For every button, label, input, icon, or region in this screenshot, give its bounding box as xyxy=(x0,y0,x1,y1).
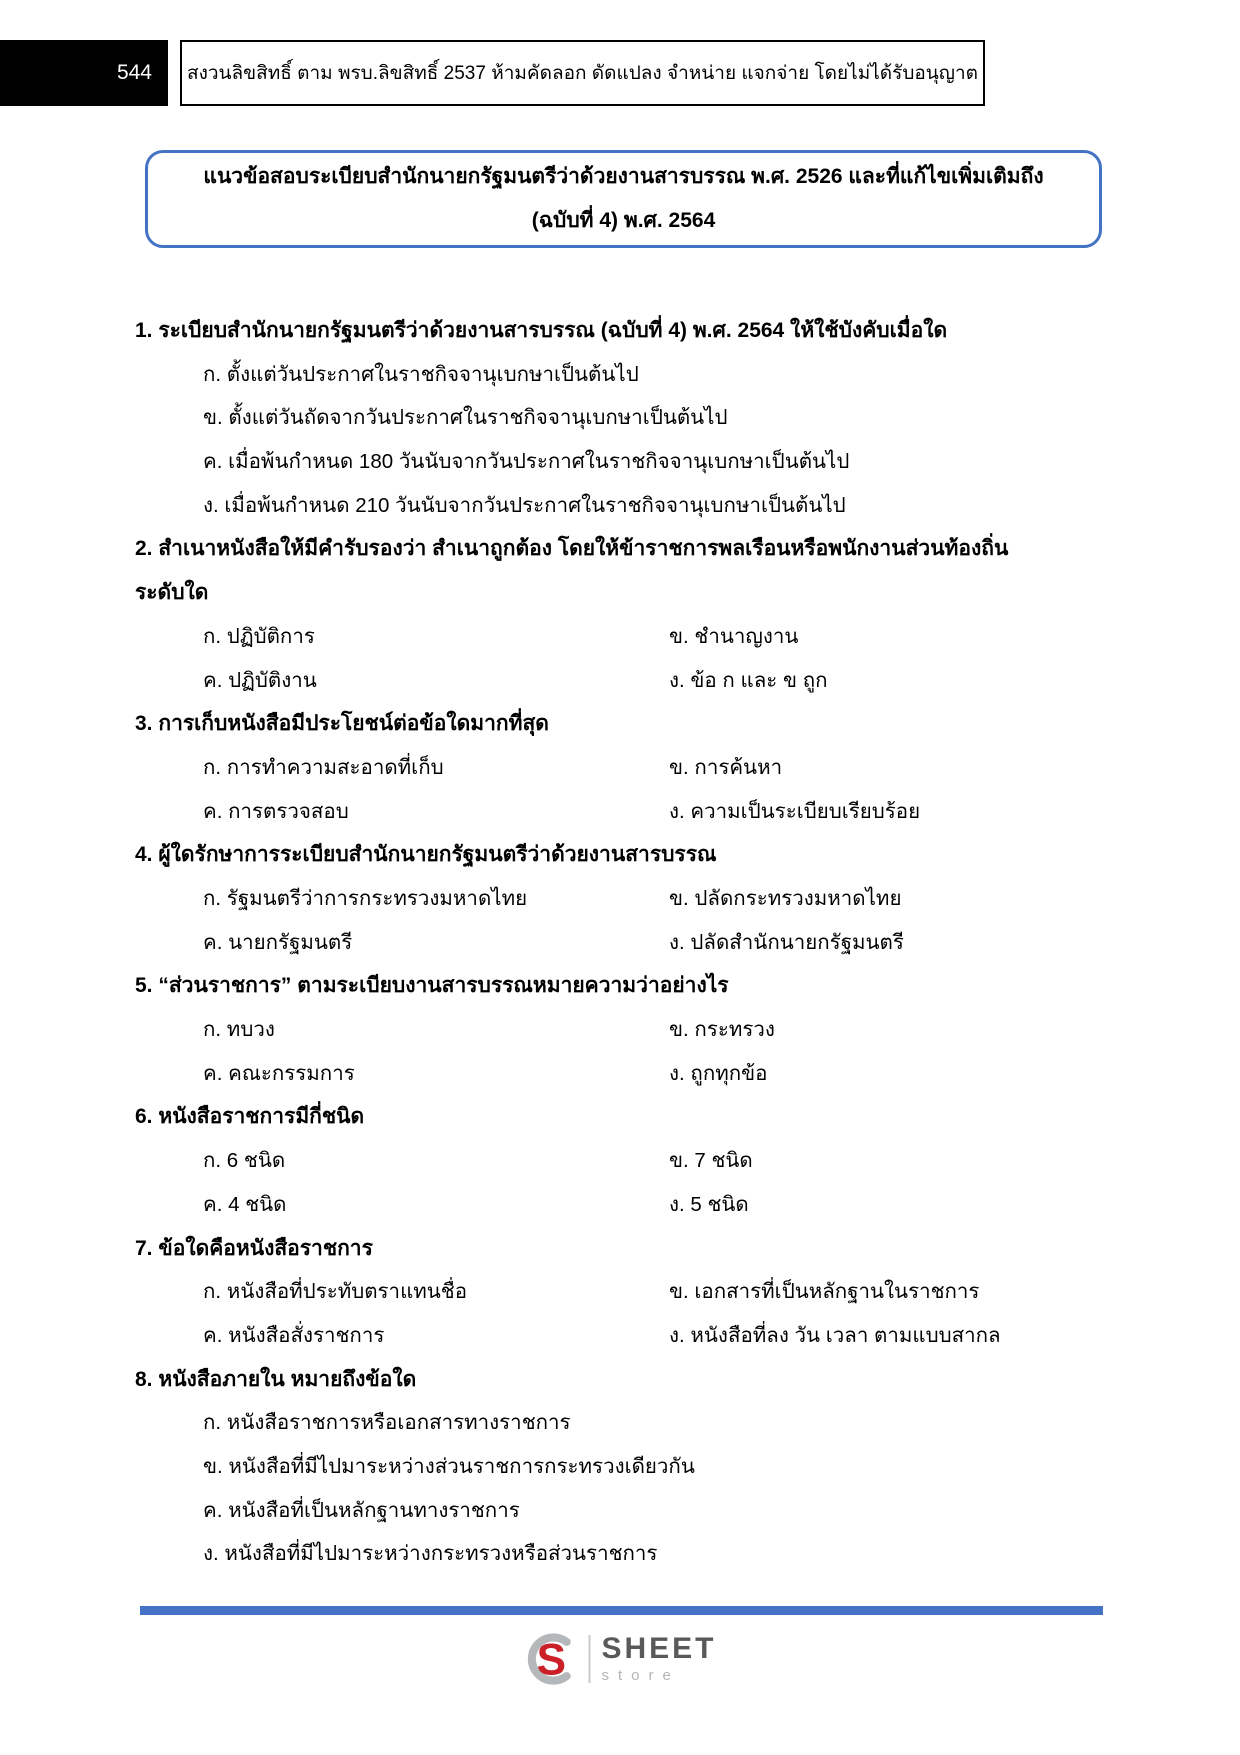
question-4-options xyxy=(135,877,1115,964)
question-5 xyxy=(135,964,1115,1095)
exam-title-line2: (ฉบับที่ 4) พ.ศ. 2564 xyxy=(531,209,716,232)
question-1 xyxy=(135,309,1115,527)
question-5-options xyxy=(135,1008,1115,1095)
option-8-kh: ค. หนังสือที่เป็นหลักฐานทางราชการ xyxy=(203,1498,520,1522)
option-4-kh: ค. นายกรัฐมนตรี xyxy=(203,930,353,954)
exam-title-box xyxy=(145,150,1102,248)
question-1-options xyxy=(135,353,1115,528)
option-3-kho: ข. การค้นหา xyxy=(669,755,783,779)
question-7 xyxy=(135,1227,1115,1358)
option-5-kho: ข. กระทรวง xyxy=(669,1018,775,1042)
logo-sub-text: store xyxy=(601,1666,680,1684)
question-4 xyxy=(135,833,1115,964)
option-4-ko: ก. รัฐมนตรีว่าการกระทรวงมหาดไทย xyxy=(203,887,528,911)
option-6-kho: ข. 7 ชนิด xyxy=(669,1149,753,1173)
option-4-ngo: ง. ปลัดสำนักนายกรัฐมนตรี xyxy=(669,930,904,954)
option-6-kh: ค. 4 ชนิด xyxy=(203,1192,287,1216)
question-3 xyxy=(135,702,1115,833)
sheet-store-logo-icon xyxy=(523,1632,577,1686)
option-8-ngo: ง. หนังสือที่มีไปมาระหว่างกระทรวงหรือส่วนราชการ xyxy=(203,1542,658,1566)
question-1-heading: 1. ระเบียบสำนักนายกรัฐมนตรีว่าด้วยงานสารบรรณ (ฉบับที่ 4) พ.ศ. 2564 ให้ใช้บังคับเมื่อใด xyxy=(135,319,948,342)
question-5-heading: 5. “ส่วนราชการ” ตามระเบียบงานสารบรรณหมายความว่าอย่างไร xyxy=(135,974,729,998)
question-8-heading: 8. หนังสือภายใน หมายถึงข้อใด xyxy=(135,1367,417,1391)
option-4-kho: ข. ปลัดกระทรวงมหาดไทย xyxy=(669,887,902,911)
copyright-text: สงวนลิขสิทธิ์ ตาม พรบ.ลิขสิทธิ์ 2537 ห้ามคัดลอก ดัดแปลง จำหน่าย แจกจ่าย โดยไม่ได้รับอนุญาต xyxy=(186,63,978,84)
option-1-kho: ข. ตั้งแต่วันถัดจากวันประกาศในราชกิจจานุเบกษาเป็นต้นไป xyxy=(203,406,728,430)
svg-text:S: S xyxy=(536,1635,567,1685)
question-6-heading: 6. หนังสือราชการมีกี่ชนิด xyxy=(135,1105,365,1129)
option-3-kh: ค. การตรวจสอบ xyxy=(203,799,349,823)
option-2-ngo: ง. ข้อ ก และ ข ถูก xyxy=(669,668,828,692)
sheet-store-logo xyxy=(523,1632,716,1686)
option-6-ko: ก. 6 ชนิด xyxy=(203,1149,286,1173)
option-1-ngo: ง. เมื่อพ้นกำหนด 210 วันนับจากวันประกาศในราชกิจจานุเบกษาเป็นต้นไป xyxy=(203,493,846,517)
option-5-kh: ค. คณะกรรมการ xyxy=(203,1061,355,1085)
question-3-heading: 3. การเก็บหนังสือมีประโยชน์ต่อข้อใดมากที่สุด xyxy=(135,712,549,736)
footer-divider-bar xyxy=(140,1606,1103,1615)
question-7-heading: 7. ข้อใดคือหนังสือราชการ xyxy=(135,1236,373,1260)
logo-divider xyxy=(588,1635,590,1683)
option-5-ngo: ง. ถูกทุกข้อ xyxy=(669,1061,768,1085)
option-6-ngo: ง. 5 ชนิด xyxy=(669,1192,749,1216)
option-3-ngo: ง. ความเป็นระเบียบเรียบร้อย xyxy=(669,799,921,823)
logo-brand-text: SHEET xyxy=(601,1631,717,1665)
question-8-options xyxy=(135,1401,1115,1576)
option-7-ko: ก. หนังสือที่ประทับตราแทนชื่อ xyxy=(203,1280,468,1304)
option-7-kho: ข. เอกสารที่เป็นหลักฐานในราชการ xyxy=(669,1280,980,1304)
option-7-kh: ค. หนังสือสั่งราชการ xyxy=(203,1323,385,1347)
question-6-options xyxy=(135,1139,1115,1226)
question-2-heading-line2: ระดับใด xyxy=(135,581,209,605)
option-1-kh: ค. เมื่อพ้นกำหนด 180 วันนับจากวันประกาศในราชกิจจานุเบกษาเป็นต้นไป xyxy=(203,450,850,474)
page-number-box xyxy=(0,40,168,106)
page-number: 544 xyxy=(116,61,152,84)
option-8-ko: ก. หนังสือราชการหรือเอกสารทางราชการ xyxy=(203,1411,571,1435)
question-2 xyxy=(135,527,1115,702)
question-2-options xyxy=(135,615,1115,702)
option-2-ko: ก. ปฏิบัติการ xyxy=(203,624,315,648)
questions-list xyxy=(135,309,1115,1576)
option-7-ngo: ง. หนังสือที่ลง วัน เวลา ตามแบบสากล xyxy=(669,1323,1001,1347)
question-2-heading: 2. สำเนาหนังสือให้มีคำรับรองว่า สำเนาถูกต้อง โดยให้ข้าราชการพลเรือนหรือพนักงานส่วนท้องถิ่น xyxy=(135,537,1009,561)
option-2-kho: ข. ชำนาญงาน xyxy=(669,624,799,648)
question-4-heading: 4. ผู้ใดรักษาการระเบียบสำนักนายกรัฐมนตรีว่าด้วยงานสารบรรณ xyxy=(135,843,717,867)
exam-title-line1: แนวข้อสอบระเบียบสำนักนายกรัฐมนตรีว่าด้วยงานสารบรรณ พ.ศ. 2526 และที่แก้ไขเพิ่มเติมถึง xyxy=(203,165,1044,188)
question-8 xyxy=(135,1358,1115,1576)
copyright-notice-box xyxy=(180,40,985,106)
option-2-kh: ค. ปฏิบัติงาน xyxy=(203,668,317,692)
question-7-options xyxy=(135,1270,1115,1357)
question-6 xyxy=(135,1095,1115,1226)
option-8-kho: ข. หนังสือที่มีไปมาระหว่างส่วนราชการกระทรวงเดียวกัน xyxy=(203,1455,695,1479)
logo-text xyxy=(601,1631,717,1685)
option-1-ko: ก. ตั้งแต่วันประกาศในราชกิจจานุเบกษาเป็นต้นไป xyxy=(203,362,639,386)
question-3-options xyxy=(135,746,1115,833)
option-3-ko: ก. การทำความสะอาดที่เก็บ xyxy=(203,755,444,779)
option-5-ko: ก. ทบวง xyxy=(203,1018,275,1042)
